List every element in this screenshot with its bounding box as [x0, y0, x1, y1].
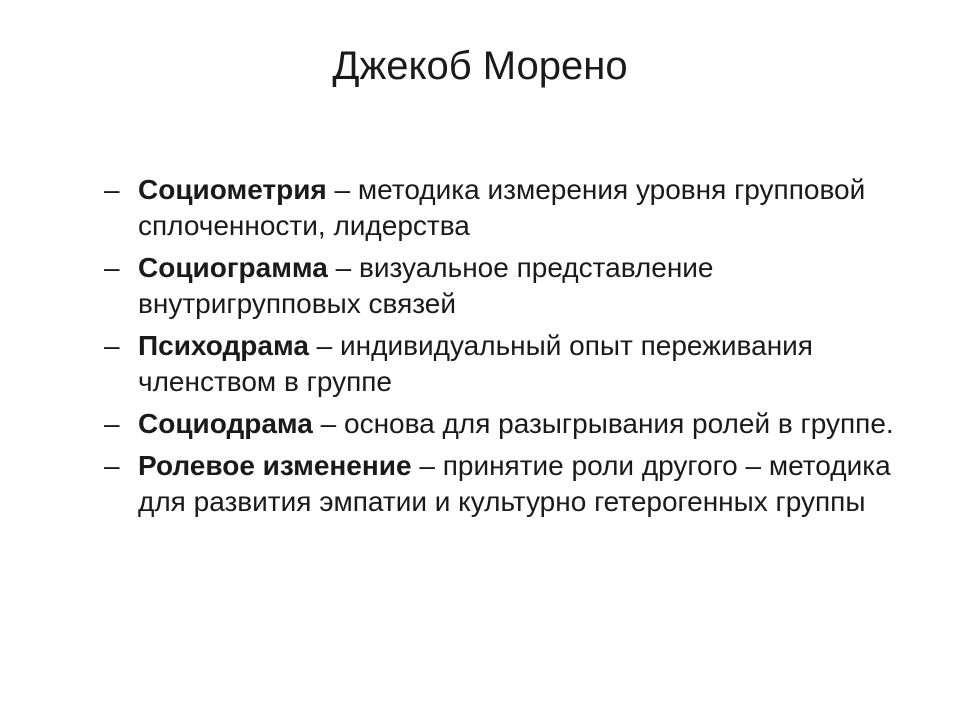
term-label: Социограмма — [138, 252, 328, 283]
dash-bullet-icon: – — [104, 252, 120, 283]
term-separator: – — [312, 408, 344, 439]
term-separator: – — [411, 450, 443, 481]
list-item — [104, 448, 904, 520]
term-definition: основа для разыгрывания ролей в группе. — [344, 408, 894, 439]
term-label: Психодрама — [138, 330, 309, 361]
list-item — [104, 250, 904, 322]
dash-bullet-icon: – — [104, 450, 120, 481]
term-definition: методика измерения уровня групповой сплоченности, лидерства — [138, 174, 866, 241]
term-separator: – — [326, 174, 358, 205]
term-label: Социодрама — [138, 408, 313, 439]
term-label: Социометрия — [138, 174, 327, 205]
list-item — [104, 406, 904, 442]
slide-title: Джекоб Морено — [332, 44, 628, 88]
term-definition: принятие роли другого – методика для развития эмпатии и культурно гетерогенных группы — [138, 450, 891, 517]
dash-bullet-icon: – — [104, 408, 120, 439]
term-separator: – — [327, 252, 359, 283]
term-definition: визуальное представление внутригрупповых связей — [138, 252, 714, 319]
dash-bullet-icon: – — [104, 174, 120, 205]
list-item — [104, 172, 904, 244]
term-definition: индивидуальный опыт переживания членством в группе — [138, 330, 813, 397]
dash-bullet-icon: – — [104, 330, 120, 361]
term-label: Ролевое изменение — [138, 450, 412, 481]
term-separator: – — [308, 330, 341, 361]
bullet-list — [104, 172, 904, 526]
list-item — [104, 328, 904, 400]
